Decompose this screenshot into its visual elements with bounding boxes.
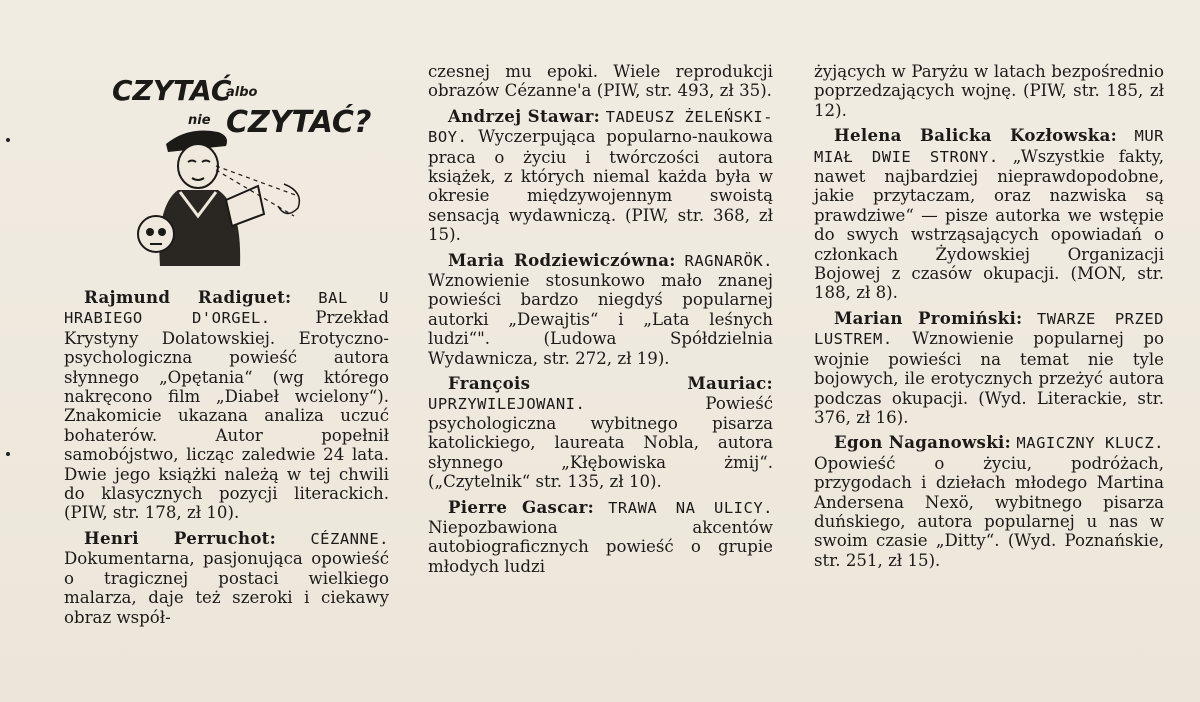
entry-title: TADEUSZ ŻELEŃSKI-BOY.: [428, 107, 773, 147]
entry-author: Egon Naganowski:: [834, 432, 1012, 453]
entry-author: Andrzej Stawar:: [448, 105, 601, 126]
entry-author: Maria Rodziewiczówna:: [448, 249, 676, 270]
heading-small1: albo: [226, 85, 258, 100]
entry-author: François Mauriac:: [448, 373, 773, 394]
reader-with-skull-illustration: [108, 66, 372, 266]
book-icon: [226, 186, 264, 226]
heading-illustration: [108, 66, 372, 266]
book-entry: [428, 374, 773, 491]
ghost-outline-icon: [278, 184, 299, 214]
entry-body: Opowieść o życiu, podróżach, przygodach i dziełach młodego Martina Andersena Nexö, wybitnego pisarza duńskiego, autora popularnej u nas w swoim czasie „Ditty“. (Wyd. Poznańskie, str. 251, zł 15).: [814, 453, 1164, 570]
book-entry: [814, 126, 1164, 303]
column-1: [64, 288, 389, 633]
book-entry: [428, 107, 773, 245]
book-entry: [64, 529, 389, 627]
book-entry: [814, 433, 1164, 570]
entry-title: UPRZYWILEJOWANI.: [428, 394, 586, 413]
book-entry-continuation: [428, 62, 773, 101]
book-entry: [64, 288, 389, 523]
entry-title: MAGICZNY KLUCZ.: [1016, 434, 1165, 453]
entry-body: Przekład Krystyny Dolatowskiej. Erotyczno-psychologiczna powieść autora słynnego „Opętania“ (wg którego nakręcono film „Diabeł wcielony“). Znakomicie ukazana analiza uczuć bohaterów. Autor popełnił samobójstwo, licząc zaledwie 24 lata. Dwie jego książki należą w tej chwili do klasycznych pozycji literackich. (PIW, str. 178, zł 10).: [64, 308, 390, 523]
heading-small2: nie: [188, 113, 211, 128]
face-icon: [178, 144, 218, 188]
book-entry: [814, 309, 1164, 427]
column-3: [814, 62, 1164, 576]
entry-body: Powieść psychologiczna wybitnego pisarza katolickiego, laureata Nobla, autora słynnego „Kłębowiska żmij“. („Czytelnik“ str. 135, zł 10).: [428, 393, 773, 492]
heading-line2: CZYTAĆ?: [226, 105, 372, 140]
entry-title: TWARZE PRZED LUSTREM.: [814, 309, 1165, 349]
entry-author: Helena Balicka Kozłowska:: [834, 125, 1118, 146]
entry-body: Dokumentarna, pasjonująca opowieść o tragicznej postaci wielkiego malarza, daje też szeroki i ciekawy obraz współ-: [64, 549, 389, 627]
column-2: [428, 62, 773, 582]
entry-title: RAGNARÖK.: [684, 251, 773, 270]
entry-body: Wyczerpująca popularno-naukowa praca o życiu i twórczości autora książek, z których niemal każda była w okresie międzywojennym swoistą sensacją wydawniczą. (PIW, str. 368, zł 15).: [428, 127, 773, 245]
entry-author: Henri Perruchot:: [84, 527, 277, 548]
entry-body: Niepozbawiona akcentów autobiograficznych powieść o grupie młodych ludzi: [428, 517, 773, 576]
book-entry: [428, 251, 773, 368]
entry-body: żyjących w Paryżu w latach bezpośrednio poprzedzających wojnę. (PIW, str. 185, zł 12).: [814, 62, 1164, 120]
entry-body: czesnej mu epoki. Wiele reprodukcji obrazów Cézanne'a (PIW, str. 493, zł 35).: [428, 62, 773, 101]
entry-body: „Wszystkie fakty, nawet najbardziej nieprawdopodobne, jakie przytaczam, oraz nazwiska są prawdziwe“ — pisze autorka we wstępie do swych wstrząsających opowiadań o członkach Żydowskiej Organizacji Bojowej z czasów okupacji. (MON, str. 188, zł 8).: [814, 146, 1164, 303]
entry-title: BAL U HRABIEGO D'ORGEL.: [64, 289, 389, 328]
book-entry-continuation: [814, 62, 1164, 120]
book-entry: [428, 498, 773, 577]
entry-title: CÉZANNE.: [310, 529, 389, 548]
heading-line1: CZYTAĆ: [112, 74, 232, 107]
print-dot: [6, 452, 10, 456]
entry-body: Wznowienie stosunkowo mało znanej powieści bardzo niegdyś popularnej autorki „Dewajtis“ i „Lata leśnych ludzi“". (Ludowa Spółdzielnia Wydawnicza, str. 272, zł 19).: [428, 271, 773, 368]
entry-author: Rajmund Radiguet:: [84, 287, 292, 307]
entry-title: TRAWA NA ULICY.: [608, 498, 773, 517]
entry-author: Marian Promiński:: [834, 307, 1023, 328]
entry-author: Pierre Gascar:: [448, 496, 595, 517]
entry-title: MUR MIAŁ DWIE STRONY.: [814, 127, 1164, 166]
skull-icon: [138, 216, 174, 252]
print-dot: [6, 138, 10, 142]
entry-body: Wznowienie popularnej po wojnie powieści na temat nie tyle bojowych, ile erotycznych przeżyć autora podczas okupacji. (Wyd. Literackie, str. 376, zł 16).: [814, 329, 1164, 427]
